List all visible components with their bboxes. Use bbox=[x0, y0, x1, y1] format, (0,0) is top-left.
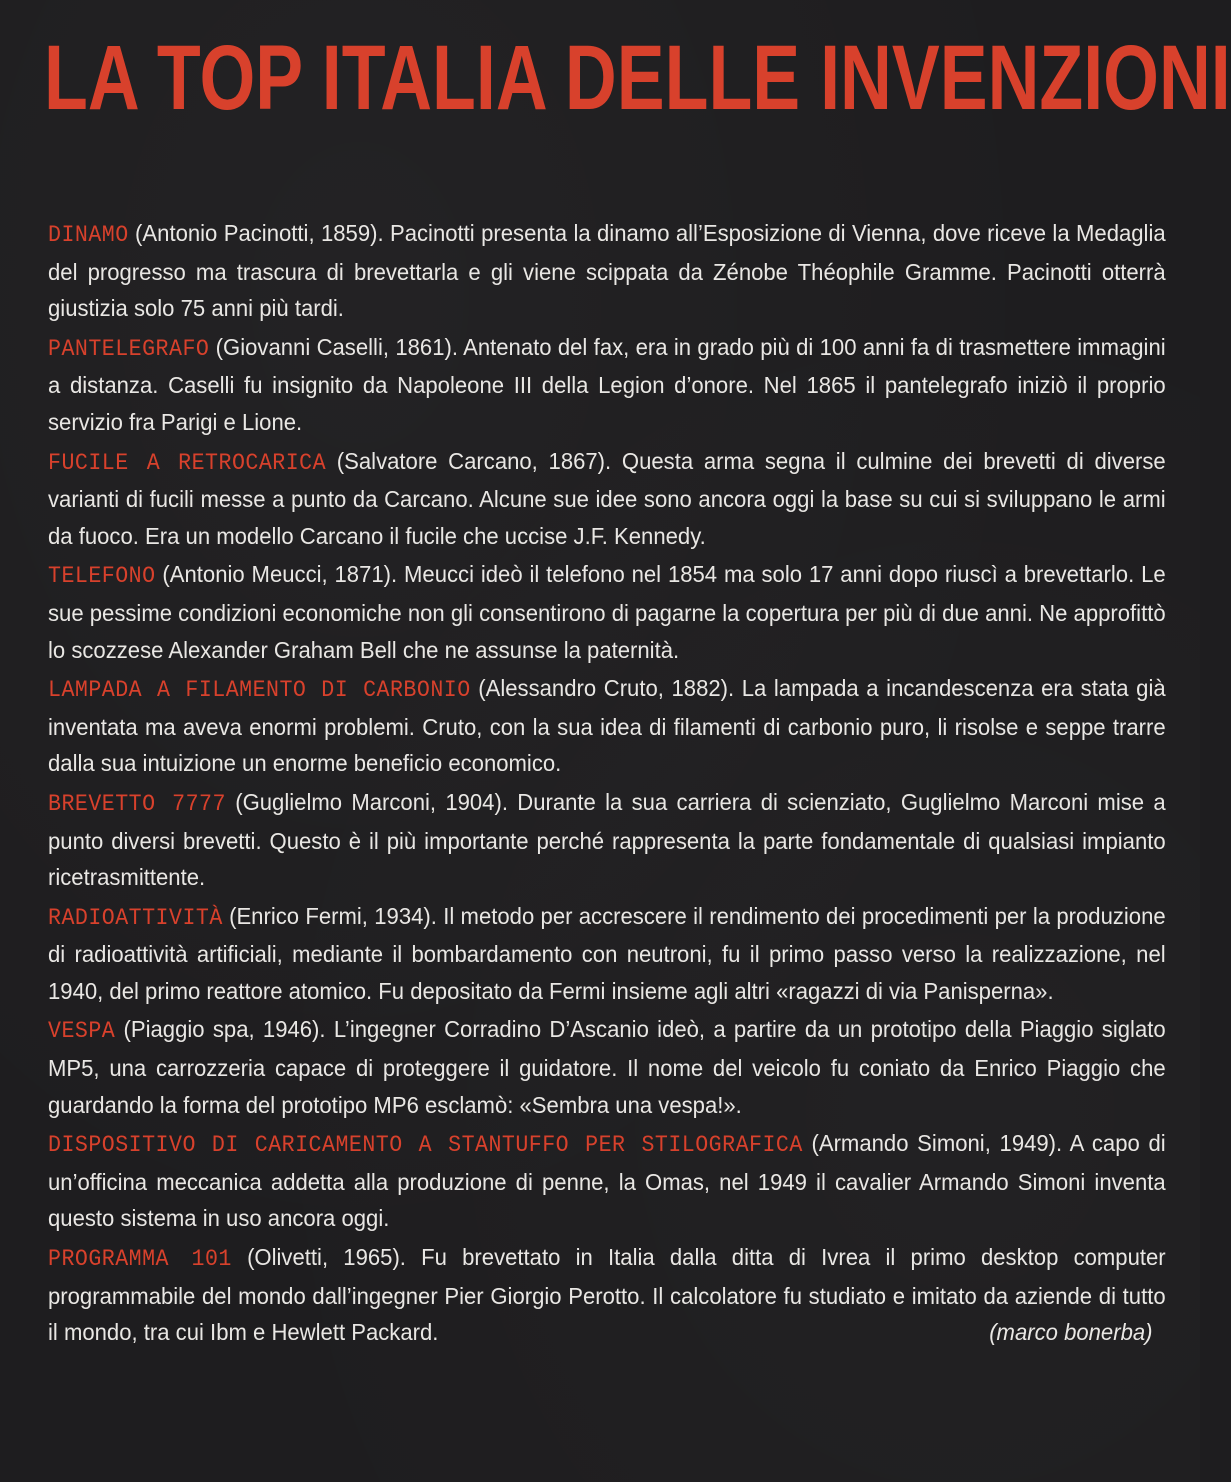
entry-text: (Armando Simoni, 1949). A capo di un’officina meccanica addetta alla produzione di penne, la Omas, nel 1949 il cavalier Armando Simoni inventa questo sistema in uso ancora oggi. bbox=[48, 1130, 1166, 1232]
entry-fucile bbox=[48, 443, 1166, 555]
entry-heading: FUCILE A RETROCARICA bbox=[48, 449, 327, 476]
author-signature: (marco bonerba) bbox=[989, 1319, 1153, 1346]
entry-text: (Giovanni Caselli, 1861). Antenato del fax, era in grado più di 100 anni fa di trasmettere immagini a distanza. Caselli fu insignito da Napoleone III della Legion d’onore. Nel 1865 il pantelegrafo iniziò il proprio servizio fra Parigi e Lione. bbox=[48, 333, 1166, 435]
entry-heading: PROGRAMMA 101 bbox=[48, 1246, 232, 1273]
entry-text: (Enrico Fermi, 1934). Il metodo per accrescere il rendimento dei procedimenti per la produzione di radioattività artificiali, mediante il bombardamento con neutroni, fu il primo passo verso la realizzazione, nel 1940, del primo reattore atomico. Fu depositato da Fermi insieme agli altri «ragazzi di via Panisperna». bbox=[48, 902, 1166, 1004]
entry-telefono bbox=[48, 556, 1166, 668]
entry-heading: VESPA bbox=[48, 1018, 116, 1045]
entry-text: (Guglielmo Marconi, 1904). Durante la sua carriera di scienziato, Guglielmo Marconi mise a punto diversi brevetti. Questo è il più importante perché rappresenta la parte fondamentale di qualsiasi impianto ricetrasmittente. bbox=[48, 788, 1166, 891]
entry-dinamo bbox=[48, 215, 1166, 327]
entry-pantelegrafo bbox=[48, 329, 1166, 441]
inventions-list bbox=[48, 215, 1166, 1353]
entry-lampada bbox=[48, 670, 1166, 782]
entry-vespa bbox=[48, 1011, 1166, 1123]
page-title: LA TOP ITALIA DELLE INVENZIONI bbox=[44, 27, 1231, 129]
entry-text: (Alessandro Cruto, 1882). La lampada a incandescenza era stata già inventata ma aveva enormi problemi. Cruto, con la sua idea di filamenti di carbonio puro, li risolse e seppe trarre dalla sua intuizione un enorme beneficio economico. bbox=[48, 675, 1166, 777]
entry-heading: LAMPADA A FILAMENTO DI CARBONIO bbox=[48, 677, 471, 704]
entry-text: (Antonio Meucci, 1871). Meucci ideò il telefono nel 1854 ma solo 17 anni dopo riuscì a brevettarlo. Le sue pessime condizioni economiche non gli consentirono di pagarne la copertura per più di due anni. Ne approfittò lo scozzese Alexander Graham Bell che ne assunse la paternità. bbox=[48, 561, 1166, 663]
entry-radioattivita bbox=[48, 898, 1166, 1010]
entry-brevetto bbox=[48, 784, 1166, 896]
entry-programma bbox=[48, 1239, 1166, 1351]
entry-stilografica bbox=[48, 1125, 1166, 1237]
entry-heading: PANTELEGRAFO bbox=[48, 335, 210, 362]
entry-text: (Antonio Pacinotti, 1859). Pacinotti presenta la dinamo all’Esposizione di Vienna, dove riceve la Medaglia del progresso ma trascura di brevettarla e gli viene scippata da Zénobe Théophile Gramme. Pacinotti otterrà giustizia solo 75 anni più tardi. bbox=[48, 220, 1166, 322]
entry-text: (Piaggio spa, 1946). L’ingegner Corradino D’Ascanio ideò, a partire da un prototipo della Piaggio siglato MP5, una carrozzeria capace di proteggere il guidatore. Il nome del veicolo fu coniato da Enrico Piaggio che guardando la forma del prototipo MP6 esclamò: «Sembra una vespa!». bbox=[48, 1016, 1166, 1118]
entry-text: (Salvatore Carcano, 1867). Questa arma segna il culmine dei brevetti di diverse varianti di fucili messe a punto da Carcano. Alcune sue idee sono ancora oggi la base su cui si sviluppano le armi da fuoco. Era un modello Carcano il fucile che uccise J.F. Kennedy. bbox=[48, 447, 1166, 549]
entry-heading: RADIOATTIVITÀ bbox=[48, 904, 223, 931]
entry-heading: BREVETTO 7777 bbox=[48, 790, 226, 817]
entry-heading: DISPOSITIVO DI CARICAMENTO A STANTUFFO PER STILOGRAFICA bbox=[48, 1132, 803, 1159]
entry-text: (Olivetti, 1965). Fu brevettato in Italia dalla ditta di Ivrea il primo desktop computer programmabile del mondo dall’ingegner Pier Giorgio Perotto. Il calcolatore fu studiato e imitato da aziende di tutto il mondo, tra cui Ibm e Hewlett Packard. bbox=[48, 1244, 1166, 1346]
entry-heading: DINAMO bbox=[48, 222, 129, 248]
entry-heading: TELEFONO bbox=[48, 563, 156, 590]
